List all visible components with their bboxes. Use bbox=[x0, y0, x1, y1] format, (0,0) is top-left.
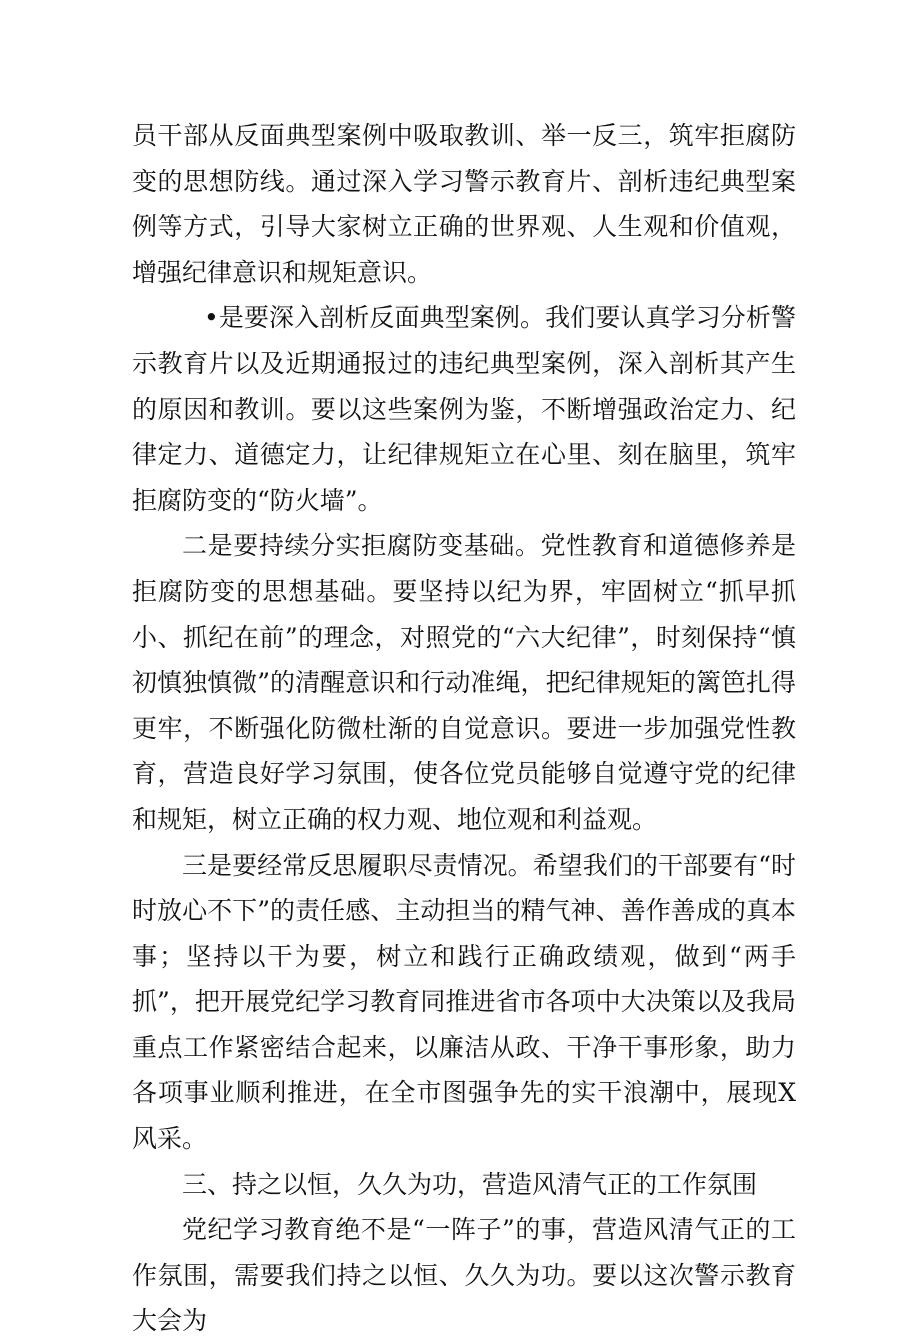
paragraph-point-three: 三是要经常反思履职尽责情况。希望我们的干部要有“时时放心不下”的责任感、主动担当的精气神、善作善成的真本事；坚持以干为要，树立和践行正确政绩观，做到“两手抓”，把开展党纪学习教育同推进省市各项中大决策以及我局重点工作紧密结合起来，以廉洁从政、干净干事形象，助力各项事业顺利推进，在全市图强争先的实干浪潮中，展现X风采。 bbox=[132, 850, 796, 1154]
paragraph-point-one: •是要深入剖析反面典型案例。我们要认真学习分析警示教育片以及近期通报过的违纪典型案例，深入剖析其产生的原因和教训。要以这些案例为鉴，不断增强政治定力、纪律定力、道德定力，让纪律规矩立在心里、刻在脑里，筑牢拒腐防变的“防火墙”。 bbox=[132, 303, 796, 515]
paragraph-point-two: 二是要持续分实拒腐防变基础。党性教育和道德修养是拒腐防变的思想基础。要坚持以纪为界，牢固树立“抓早抓小、抓纪在前”的理念，对照党的“六大纪律”，时刻保持“慎初慎独慎微”的清醒意识和行动准绳，把纪律规矩的篱笆扎得更牢，不断强化防微杜渐的自觉意识。要进一步加强党性教育，营造良好学习氛围，使各位党员能够自觉遵守党的纪律和规矩，树立正确的权力观、地位观和利益观。 bbox=[132, 531, 796, 834]
section-heading-three: 三、持之以恒，久久为功，营造风清气正的工作氛围 bbox=[182, 1169, 758, 1199]
document-body bbox=[132, 113, 796, 1344]
paragraph-section-three-intro: 党纪学习教育绝不是“一阵子”的事，营造风清气正的工作氛围，需要我们持之以恒、久久为功。要以这次警示教育大会为 bbox=[132, 1215, 796, 1336]
paragraph-continuation: 员干部从反面典型案例中吸取教训、举一反三，筑牢拒腐防变的思想防线。通过深入学习警示教育片、剖析违纪典型案例等方式，引导大家树立正确的世界观、人生观和价值观，增强纪律意识和规矩意识。 bbox=[132, 121, 796, 287]
